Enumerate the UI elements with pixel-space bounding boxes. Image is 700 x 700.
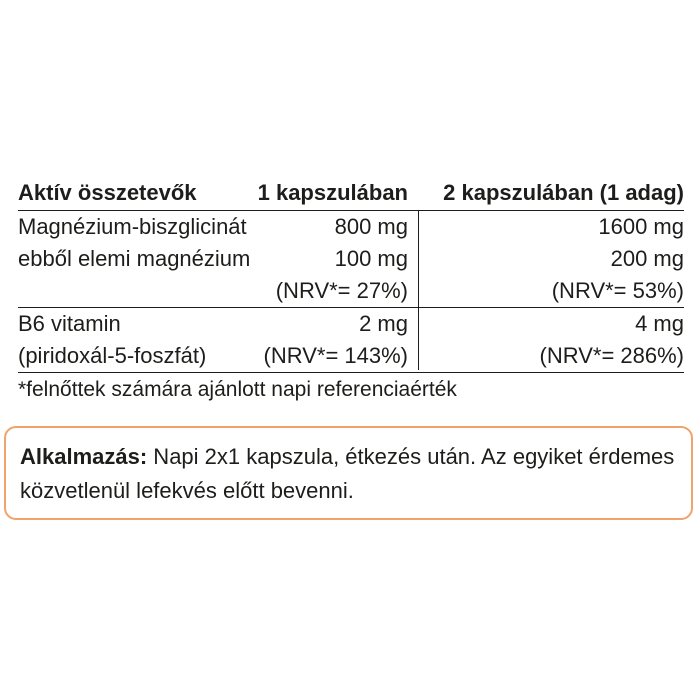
ingredient-name: B6 vitamin: [18, 311, 121, 336]
nrv-per-dose: (NRV*= 286%): [539, 343, 684, 368]
header-per-capsule: 1 kapszulában: [257, 180, 408, 205]
header-active-ingredients: Aktív összetevők: [18, 180, 197, 205]
amount-per-capsule: 2 mg: [359, 311, 408, 336]
table-row: [18, 211, 684, 243]
nrv-per-dose: (NRV*= 53%): [551, 278, 684, 303]
ingredient-name: (piridoxál-5-foszfát): [18, 343, 207, 368]
usage-description: Napi 2x1 kapszula, étkezés után. Az egyiket érdemes közvetlenül lefekvés előtt bevenni.: [20, 444, 675, 503]
ingredients-table: [18, 178, 684, 373]
amount-per-dose: 1600 mg: [598, 214, 684, 239]
column-divider: [418, 210, 419, 370]
amount-per-capsule: 800 mg: [334, 214, 408, 239]
amount-per-dose: 4 mg: [635, 311, 684, 336]
table-row: [18, 243, 684, 275]
amount-per-dose: 200 mg: [610, 246, 684, 271]
table-header: [18, 178, 684, 210]
ingredient-name: ebből elemi magnézium: [18, 246, 251, 271]
nrv-per-capsule: (NRV*= 27%): [275, 278, 408, 303]
ingredient-name: Magnézium-biszglicinát: [18, 214, 247, 239]
table-row: [18, 340, 684, 372]
usage-text: [20, 440, 680, 508]
usage-label: Alkalmazás:: [20, 444, 148, 469]
nrv-per-capsule: (NRV*= 143%): [263, 343, 408, 368]
table-bottom-divider: [18, 372, 684, 373]
table-row: [18, 275, 684, 307]
amount-per-capsule: 100 mg: [334, 246, 408, 271]
nrv-footnote: *felnőttek számára ajánlott napi referenciaérték: [18, 378, 457, 401]
header-per-two-capsules: 2 kapszulában (1 adag): [443, 180, 684, 205]
usage-box: [4, 426, 693, 520]
table-row: [18, 308, 684, 340]
